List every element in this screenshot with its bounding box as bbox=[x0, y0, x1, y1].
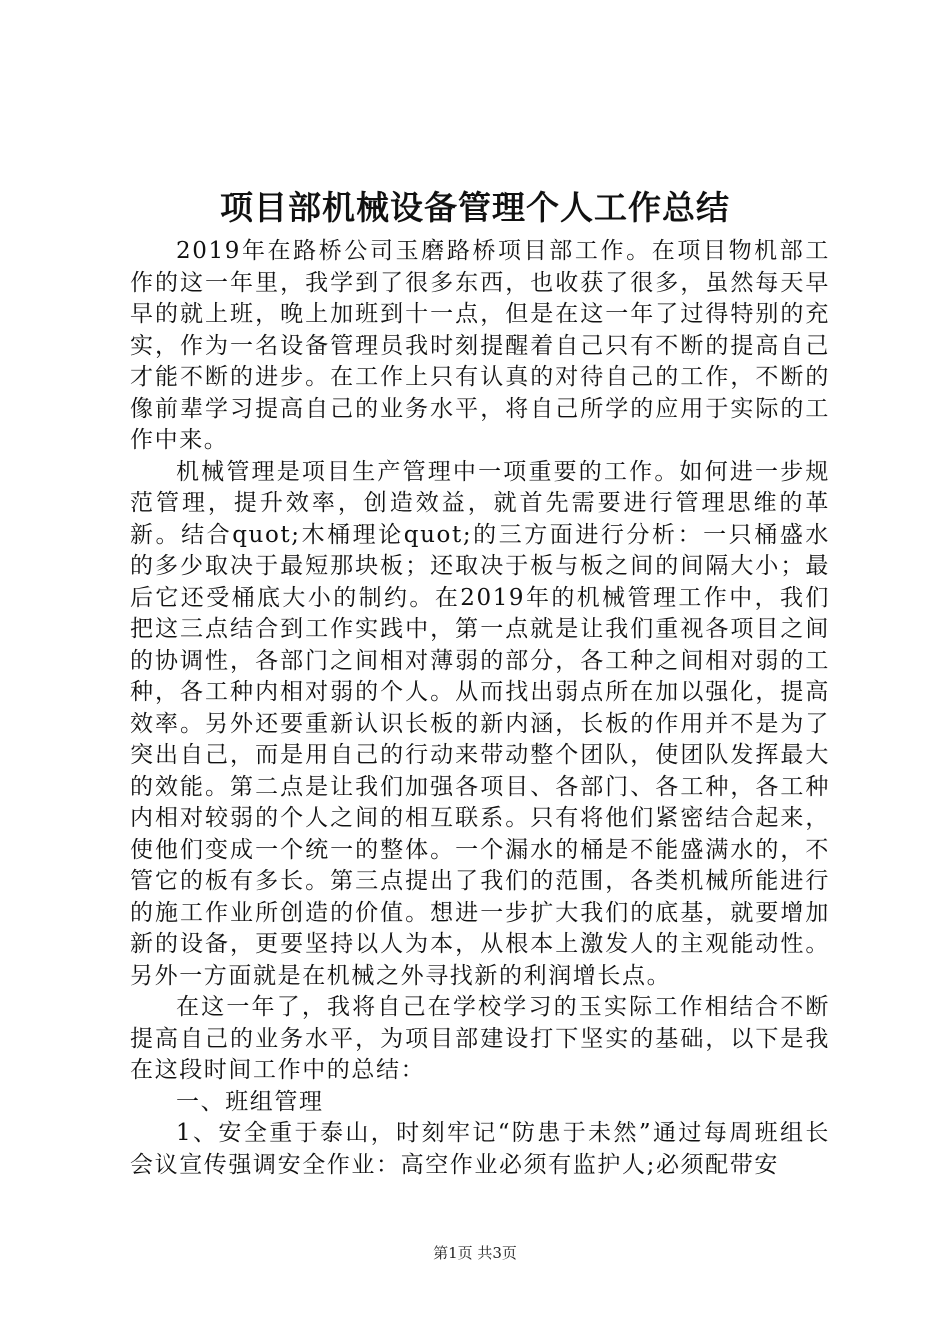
page-footer: 第1页 共3页 bbox=[433, 1244, 517, 1262]
document-title: 项目部机械设备管理个人工作总结 bbox=[220, 188, 730, 227]
paragraph-intro: 2019年在路桥公司玉磨路桥项目部工作。在项目物机部工作的这一年里，我学到了很多东西，也收获了很多，虽然每天早早的就上班，晚上加班到十一点，但是在这一年了过得特别的充实，作为一名设备管理员我时刻提醒着自己只有不断的提高自己才能不断的进步。在工作上只有认真的对待自己的工作，不断的像前辈学习提高自己的业务水平，将自己所学的应用于实际的工作中来。 bbox=[130, 238, 830, 453]
section-heading-team-management: 一、班组管理 bbox=[176, 1088, 324, 1115]
paragraph-safety: 1、安全重于泰山，时刻牢记“防患于未然”通过每周班组长会议宣传强调安全作业：高空作业必须有监护人;必须配带安 bbox=[130, 1120, 830, 1178]
paragraph-summary-lead: 在这一年了，我将自己在学校学习的玉实际工作相结合不断提高自己的业务水平，为项目部建设打下坚实的基础，以下是我在这段时间工作中的总结： bbox=[130, 994, 830, 1083]
document-body bbox=[130, 236, 830, 1181]
paragraph-barrel-theory: 机械管理是项目生产管理中一项重要的工作。如何进一步规范管理，提升效率，创造效益，就首先需要进行管理思维的革新。结合quot;木桶理论quot;的三方面进行分析：一只桶盛水的多少取决于最短那块板；还取决于板与板之间的间隔大小；最后它还受桶底大小的制约。在2019年的机械管理工作中，我们把这三点结合到工作实践中，第一点就是让我们重视各项目之间的协调性，各部门之间相对薄弱的部分，各工种之间相对弱的工种，各工种内相对弱的个人。从而找出弱点所在加以强化，提高效率。另外还要重新认识长板的新内涵，长板的作用并不是为了突出自己，而是用自己的行动来带动整个团队，使团队发挥最大的效能。第二点是让我们加强各项目、各部门、各工种，各工种内相对较弱的个人之间的相互联系。只有将他们紧密结合起来，使他们变成一个统一的整体。一个漏水的桶是不能盛满水的，不管它的板有多长。第三点提出了我们的范围，各类机械所能进行的施工作业所创造的价值。想进一步扩大我们的底基，就要增加新的设备，更要坚持以人为本，从根本上激发人的主观能动性。另外一方面就是在机械之外寻找新的利润增长点。 bbox=[130, 458, 830, 989]
